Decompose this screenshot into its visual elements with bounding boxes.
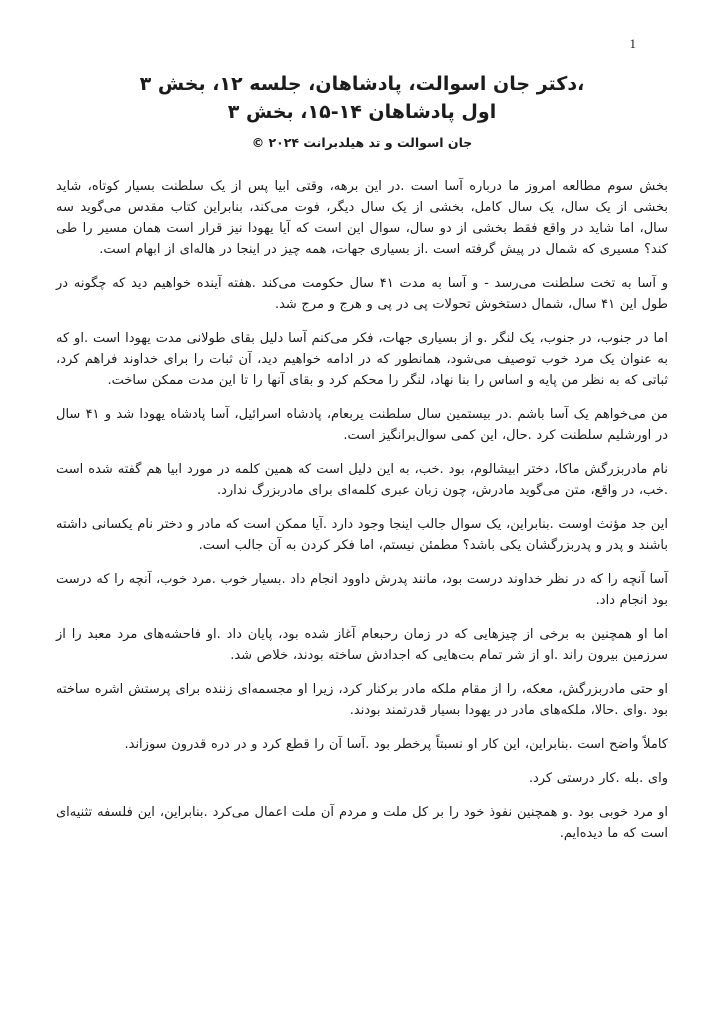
paragraph-2: و آسا به تخت سلطنت می‌رسد - و آسا به مدت ۴۱ سال حکومت می‌کند .هفته آینده خواهیم دید که چگونه در طول این ۴۱ سال، شمال دستخوش تحولات پی در پی و هرج و مرج شد. — [56, 276, 669, 312]
copyright-line: جان اسوالت و تد هیلدبرانت ۲۰۲۴ © — [251, 135, 473, 150]
paragraph-4: من می‌خواهم یک آسا باشم .در بیستمین سال سلطنت یربعام، پادشاه اسرائیل، آسا پادشاه یهودا شد و ۴۱ سال در اورشلیم سلطنت کرد .حال، این کمی سوال‌برانگیز است. — [56, 407, 668, 443]
paragraph-6: این جد مؤنث اوست .بنابراین، یک سوال جالب اینجا وجود دارد .آیا ممکن است که مادر و دختر نام یکسانی داشته باشند و پدر و پدربزرگشان یکی باشد؟ مطمئن نیستم، اما فکر کردن به آن جالب است. — [56, 517, 668, 553]
paragraph-3: اما در جنوب، در جنوب، یک لنگر .و از بسیاری جهات، فکر می‌کنم آسا دلیل بقای طولانی مدت یهودا است .او که به عنوان یک مرد خوب توصیف می‌شود، همانطور که در ادامه خواهیم دید، آن ثبات را برای خداوند فراهم کرد، ثباتی که به نظر من پایه و اساس را بنا نهاد، لنگر را محکم کرد و بقای آنها را تا این مدت ممکن ساخت. — [56, 331, 668, 388]
paragraph-11: وای .بله .کار درستی کرد. — [528, 771, 668, 786]
document-header — [0, 0, 724, 152]
paragraph-12: او مرد خوبی بود .و همچنین نفوذ خود را بر کل ملت و مردم آن ملت اعمال می‌کرد .بنابراین، این فلسفه تثنیه‌ای است که ما دیده‌ایم. — [56, 805, 668, 841]
document-title-line-2: اول پادشاهان ۱۴-۱۵، بخش ۳ — [227, 101, 497, 123]
document-title-line-1: ،دکتر جان اسوالت، پادشاهان، جلسه ۱۲، بخش ۳ — [139, 73, 585, 95]
paragraph-5: نام مادربزرگش ماکا، دختر ابیشالوم، بود .خب، به این دلیل است که همین کلمه در مورد ابیا هم گفته شده است .خب، در واقع، متن می‌گوید مادرش، چون زبان عبری کلمه‌ای برای مادربزرگ ندارد. — [56, 462, 668, 498]
paragraph-9: او حتی مادربزرگش، معکه، را از مقام ملکه مادر برکنار کرد، زیرا او مجسمه‌ای زننده برای پرستش اشره ساخته بود .وای .حالا، ملکه‌های مادر در یهودا بسیار قدرتمند بودند. — [56, 682, 668, 718]
paragraph-1: بخش سوم مطالعه امروز ما درباره آسا است .در این برهه، وقتی ابیا پس از یک سلطنت بسیار کوتاه، شاید بخشی از یک سال، یک سال کامل، بخشی از یک سال دیگر، فوت می‌کند، بنابراین کتاب مقدس می‌گوید سه سال، اما شاید در واقع فقط بخشی از دو سال، سوال این است که آیا یهودا نیز قرار است همان مسیر را طی کند؟ مسیری که شمال در پیش گرفته است .از بسیاری جهات، همه چیز در اینجا در هاله‌ای از ابهام است. — [56, 179, 668, 257]
paragraph-10: کاملاً واضح است .بنابراین، این کار او نسبتاً پرخطر بود .آسا آن را قطع کرد و در دره قدرون سوزاند. — [124, 737, 668, 752]
paragraph-7: آسا آنچه را که در نظر خداوند درست بود، مانند پدرش داوود انجام داد .بسیار خوب .مرد خوب، آنچه را که درست بود انجام داد. — [56, 572, 668, 608]
page-number: 1 — [629, 36, 636, 51]
document-body — [0, 152, 724, 844]
paragraph-8: اما او همچنین به برخی از چیزهایی که در زمان رحبعام آغاز شده بود، پایان داد .او فاحشه‌های مرد معبد را از سرزمین بیرون راند .او از شر تمام بت‌هایی که اجدادش ساخته بودند، خلاص شد. — [56, 627, 668, 663]
